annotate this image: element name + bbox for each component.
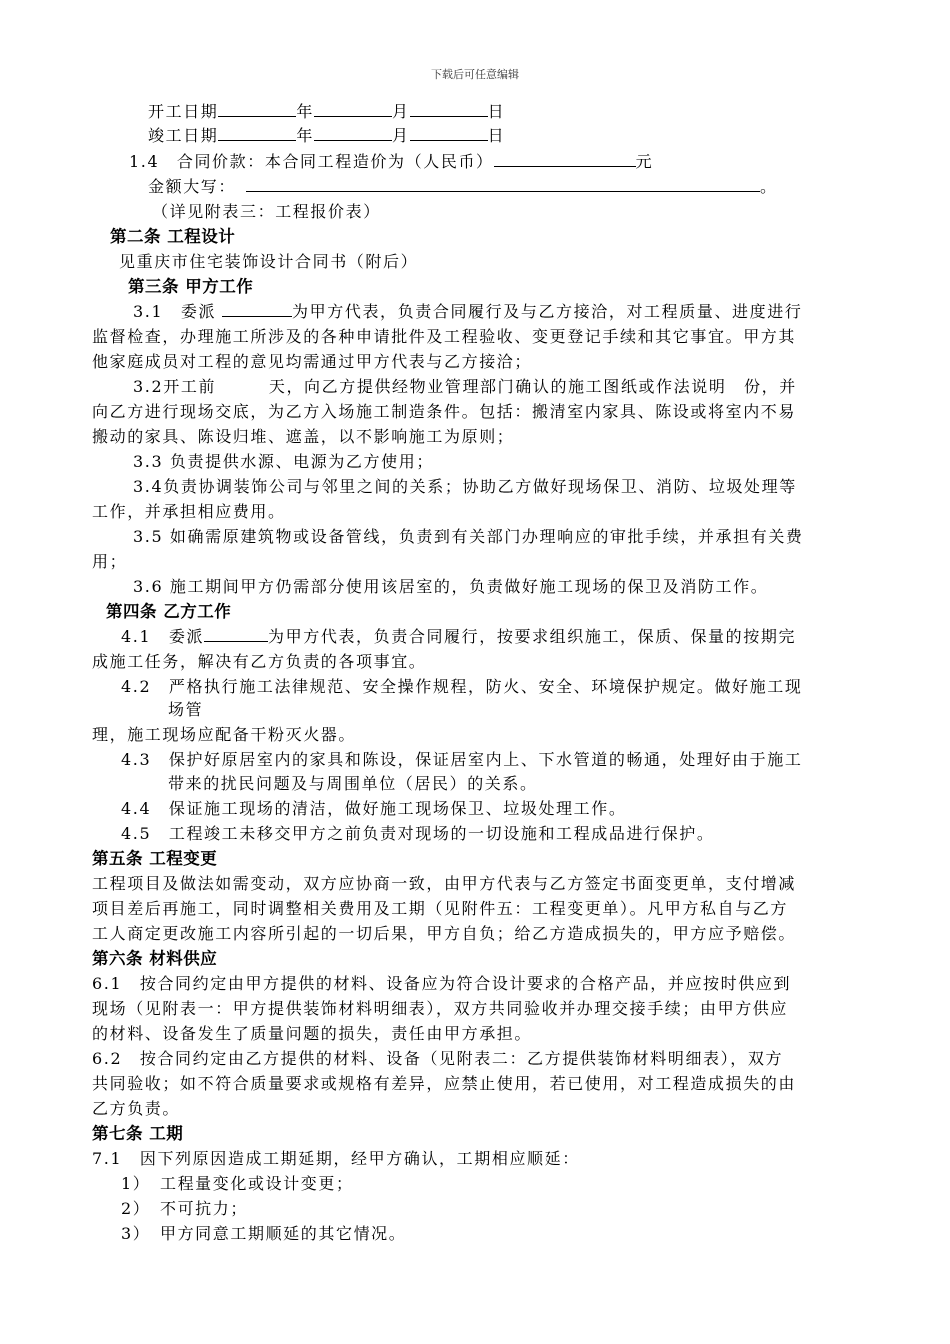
- clause-text: 4.5 工程竣工未移交甲方之前负责对现场的一切设施和工程成品进行保护。: [121, 824, 715, 843]
- clause-text: 4.4 保证施工现场的清洁，做好施工现场保卫、垃圾处理工作。: [121, 799, 627, 818]
- clause-text: 6.2 按合同约定由乙方提供的材料、设备（见附表二：乙方提供装饰材料明细表），双方: [92, 1049, 784, 1068]
- list-item: 2） 不可抗力；: [121, 1199, 248, 1218]
- day-text: 日: [487, 126, 506, 145]
- clause-text: 6.1 按合同约定由甲方提供的材料、设备应为符合设计要求的合格产品，并应按时供应到: [92, 974, 792, 993]
- clause-text: 为甲方代表，负责合同履行及与乙方接洽，对工程质量、进度进行: [292, 302, 803, 321]
- blank-field[interactable]: [218, 125, 296, 141]
- clause-text: 他家庭成员对工程的意见均需通过甲方代表与乙方接洽；: [92, 352, 533, 371]
- blank-field[interactable]: [410, 101, 488, 117]
- article-5-title: 第五条 工程变更: [92, 849, 218, 868]
- clause-text: 3.3 负责提供水源、电源为乙方使用；: [133, 452, 434, 471]
- end-date-line: [148, 125, 505, 147]
- clause-text: 乙方负责。: [92, 1099, 181, 1118]
- start-date-line: [148, 101, 505, 123]
- blank-field[interactable]: [314, 101, 392, 117]
- list-item: 3） 甲方同意工期顺延的其它情况。: [121, 1224, 407, 1243]
- article-6-title: 第六条 材料供应: [92, 949, 218, 968]
- clause-text: 向乙方进行现场交底，为乙方入场施工制造条件。包括：搬清室内家具、陈设或将室内不易: [92, 402, 797, 421]
- end-date-label: 竣工日期: [148, 126, 219, 145]
- clause-text: 4.3 保护好原居室内的家具和陈设，保证居室内上、下水管道的畅通，处理好由于施工: [121, 750, 803, 769]
- clause-3-1-line: [133, 301, 802, 323]
- clause-text: 搬动的家具、陈设归堆、遮盖，以不影响施工为原则；: [92, 427, 515, 446]
- clause-text: 用；: [92, 552, 128, 571]
- month-text: 月: [392, 102, 410, 121]
- blank-field[interactable]: [218, 101, 296, 117]
- contract-price-text: 1.4 合同价款：本合同工程造价为（人民币）: [129, 152, 494, 171]
- clause-text: 项目差后再施工，同时调整相关费用及工期（见附件五：工程变更单）。凡甲方私自与乙方: [92, 899, 789, 918]
- clause-text: 带来的扰民问题及与周围单位（居民）的关系。: [168, 774, 538, 793]
- clause-text: 3.6 施工期间甲方仍需部分使用该居室的，负责做好施工现场的保卫及消防工作。: [133, 577, 769, 596]
- list-item: 1） 工程量变化或设计变更；: [121, 1174, 354, 1193]
- clause-text: 工程项目及做法如需变动，双方应协商一致，由甲方代表与乙方签定书面变更单，支付增减: [92, 874, 797, 893]
- clause-text: 场管: [168, 700, 204, 719]
- clause-text: 的材料、设备发生了质量问题的损失，责任由甲方承担。: [92, 1024, 533, 1043]
- blank-field[interactable]: [222, 301, 292, 317]
- contract-price-line: [129, 151, 653, 173]
- blank-field[interactable]: [246, 176, 760, 192]
- article-2-body: 见重庆市住宅装饰设计合同书（附后）: [119, 252, 419, 271]
- clause-text: 工作，并承担相应费用。: [92, 502, 286, 521]
- clause-text: 工人商定更改施工内容所引起的一切后果，甲方自负；给乙方造成损失的，甲方应予赔偿。: [92, 924, 797, 943]
- clause-text: 成施工任务，解决有乙方负责的各项事宜。: [92, 652, 427, 671]
- article-7-title: 第七条 工期: [92, 1124, 184, 1143]
- clause-text: 3.1 委派: [133, 302, 217, 321]
- amount-words-line: [148, 176, 778, 198]
- clause-text: 3.4负责协调装饰公司与邻里之间的关系；协助乙方做好现场保卫、消防、垃圾处理等: [133, 477, 797, 496]
- clause-text: 4.2 严格执行施工法律规范、安全操作规程，防火、安全、环境保护规定。做好施工现: [121, 677, 803, 696]
- year-text: 年: [296, 126, 315, 145]
- day-text: 日: [487, 102, 506, 121]
- year-text: 年: [296, 102, 315, 121]
- clause-text: 3.2开工前 天，向乙方提供经物业管理部门确认的施工图纸或作法说明 份，并: [133, 377, 797, 396]
- month-text: 月: [392, 126, 410, 145]
- period-text: 。: [760, 177, 778, 196]
- article-4-title: 第四条 乙方工作: [106, 602, 232, 621]
- clause-text: 3.5 如确需原建筑物或设备管线，负责到有关部门办理响应的审批手续，并承担有关费: [133, 527, 804, 546]
- page-header: 下载后可任意编辑: [431, 68, 519, 81]
- blank-field[interactable]: [204, 626, 268, 642]
- clause-4-1-line: [121, 626, 796, 648]
- article-3-title: 第三条 甲方工作: [128, 277, 254, 296]
- start-date-label: 开工日期: [148, 102, 219, 121]
- clause-text: 7.1 因下列原因造成工期延期，经甲方确认，工期相应顺延：: [92, 1149, 580, 1168]
- clause-text: 为甲方代表，负责合同履行，按要求组织施工，保质、保量的按期完: [268, 627, 797, 646]
- unit-text: 元: [635, 152, 654, 171]
- price-note: （详见附表三：工程报价表）: [152, 202, 381, 221]
- clause-text: 监督检查，办理施工所涉及的各种申请批件及工程验收、变更登记手续和其它事宜。甲方其: [92, 327, 797, 346]
- blank-field[interactable]: [494, 151, 636, 167]
- amount-words-label: 金额大写：: [148, 177, 237, 196]
- article-2-title: 第二条 工程设计: [110, 227, 236, 246]
- clause-text: 理，施工现场应配备干粉灭火器。: [92, 725, 357, 744]
- clause-text: 共同验收；如不符合质量要求或规格有差异，应禁止使用，若已使用，对工程造成损失的由: [92, 1074, 797, 1093]
- blank-field[interactable]: [410, 125, 488, 141]
- blank-field[interactable]: [314, 125, 392, 141]
- clause-text: 现场（见附表一：甲方提供装饰材料明细表），双方共同验收并办理交接手续；由甲方供应: [92, 999, 789, 1018]
- clause-text: 4.1 委派: [121, 627, 205, 646]
